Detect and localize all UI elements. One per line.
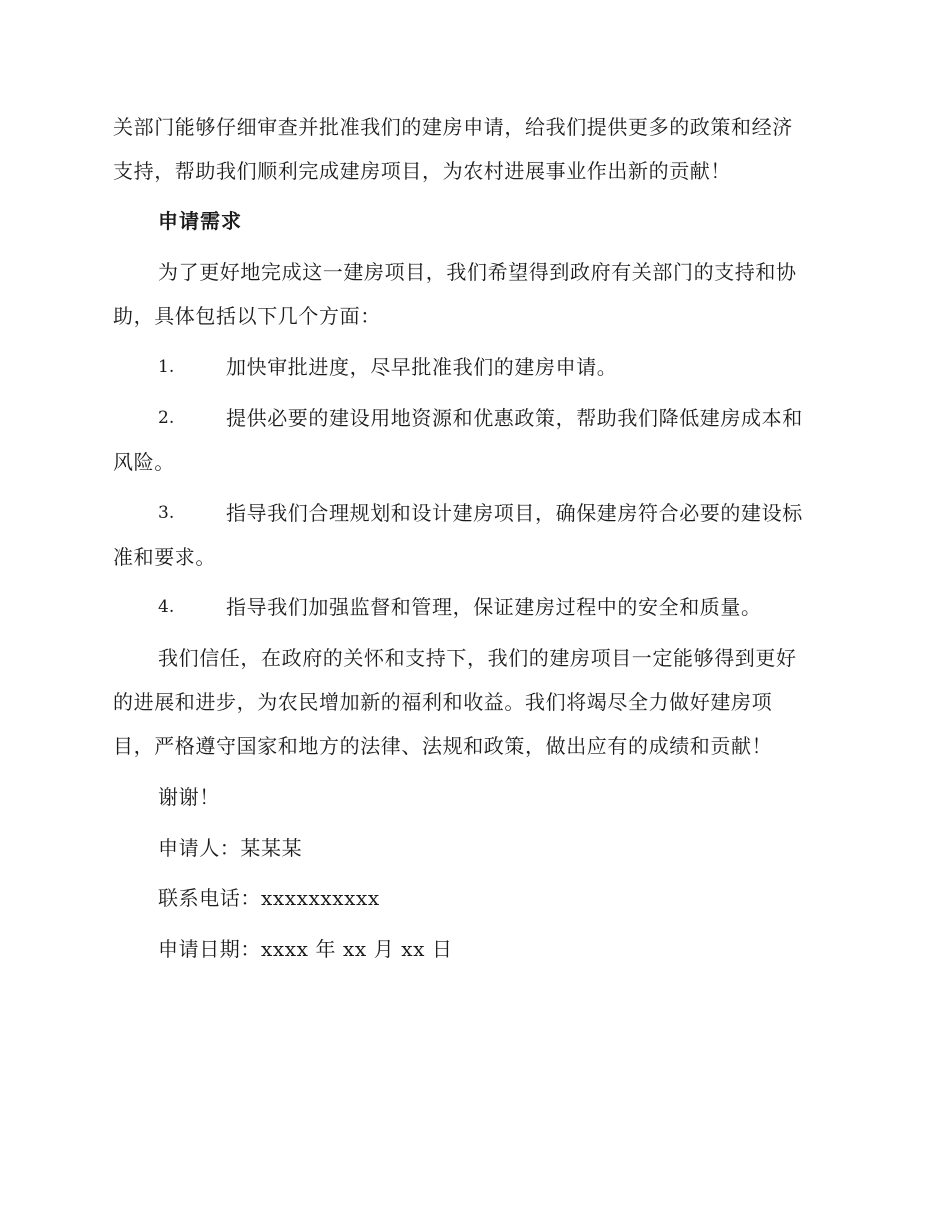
- closing-paragraph-line-1: 我们信任，在政府的关怀和支持下，我们的建房项目一定能够得到更好: [158, 646, 797, 670]
- phone-line: 联系电话：xxxxxxxxxx: [158, 886, 380, 910]
- list-item-text: 提供必要的建设用地资源和优惠政策，帮助我们降低建房成本和: [226, 406, 803, 430]
- list-item-number: 4.: [158, 597, 175, 617]
- intro-paragraph-line-2: 支持，帮助我们顺利完成建房项目，为农村进展事业作出新的贡献！: [113, 159, 731, 183]
- list-item-text: 指导我们加强监督和管理，保证建房过程中的安全和质量。: [226, 595, 762, 619]
- list-item-number: 1.: [158, 357, 175, 377]
- section-intro-line-2: 助，具体包括以下几个方面：: [113, 304, 381, 328]
- applicant-line: 申请人：某某某: [158, 836, 303, 860]
- date-line: 申请日期：xxxx 年 xx 月 xx 日: [158, 937, 453, 961]
- list-item-text-continued: 风险。: [113, 450, 175, 474]
- section-heading: 申请需求: [158, 209, 242, 233]
- list-item-text: 加快审批进度，尽早批准我们的建房申请。: [226, 355, 618, 379]
- closing-paragraph-line-2: 的进展和进步，为农民增加新的福利和收益。我们将竭尽全力做好建房项: [113, 690, 773, 714]
- thanks-text: 谢谢！: [158, 785, 220, 809]
- intro-paragraph-line-1: 关部门能够仔细审查并批准我们的建房申请，给我们提供更多的政策和经济: [113, 115, 793, 139]
- section-intro-line-1: 为了更好地完成这一建房项目，我们希望得到政府有关部门的支持和协: [158, 260, 797, 284]
- list-item-text: 指导我们合理规划和设计建房项目，确保建房符合必要的建设标: [226, 501, 803, 525]
- list-item-number: 3.: [158, 503, 175, 523]
- list-item-number: 2.: [158, 408, 175, 428]
- list-item-text-continued: 准和要求。: [113, 545, 216, 569]
- closing-paragraph-line-3: 目，严格遵守国家和地方的法律、法规和政策，做出应有的成绩和贡献！: [113, 734, 773, 758]
